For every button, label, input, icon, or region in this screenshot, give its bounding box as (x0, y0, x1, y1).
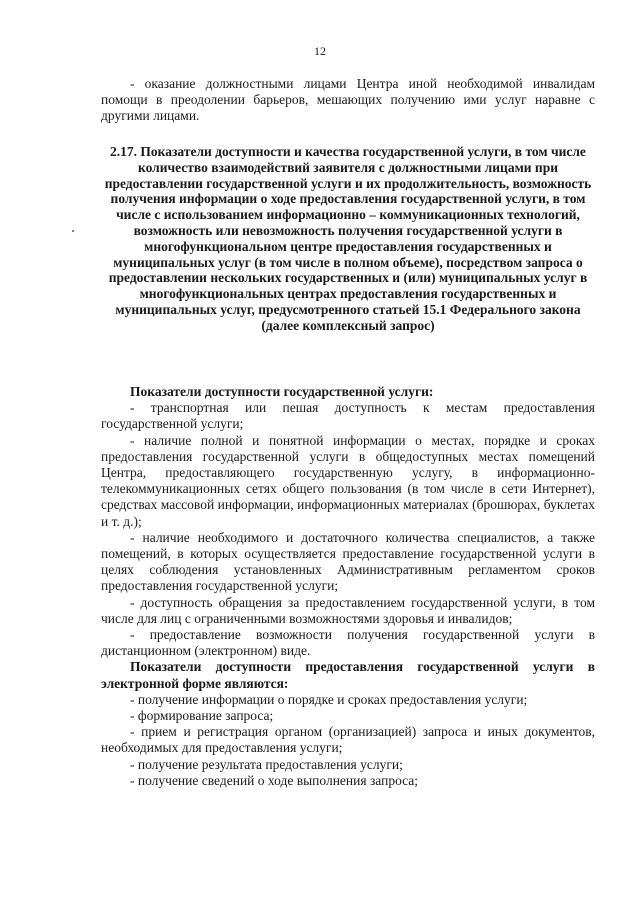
accessibility-item: - наличие необходимого и достаточного количества специалистов, а также помещений, в которых осуществляется предоставление государственной услуги в целях соблюдения установленных Административным регламентом сроков предоставления государственной услуги; (101, 529, 595, 594)
accessibility-item: - доступность обращения за предоставлением государственной услуги, в том числе для лиц с ограниченными возможностями здоровья и инвалидов; (101, 594, 595, 626)
scan-speck (72, 230, 74, 232)
page-number: 12 (314, 44, 326, 58)
accessibility-item: - транспортная или пешая доступность к местам предоставления государственной услуги; (101, 400, 595, 432)
electronic-item: - формирование запроса; (130, 708, 274, 724)
electronic-title: Показатели доступности предоставления государственной услуги в электронной форме являются: (101, 659, 595, 691)
section-heading: 2.17. Показатели доступности и качества государственной услуги, в том числе количество взаимодействий заявителя с должностными лицами при предоставлении государственной услуги и их продолжительность, возможность получения информации о ходе предоставления государственной услуги, в том числе с использованием информационно – коммуникационных технологий, возможность или невозможность получения государственной услуги в многофункциональном центре предоставления государственных и муниципальных услуг (в том числе в полном объеме), посредством запроса о предоставлении нескольких государственных и (или) муниципальных услуг в многофункциональных центрах предоставления государственных и муниципальных услуг, предусмотренного статьей 15.1 Федерального закона (далее комплексный запрос) (104, 144, 592, 333)
electronic-item: - получение сведений о ходе выполнения запроса; (130, 772, 419, 788)
intro-item: - оказание должностными лицами Центра иной необходимой инвалидам помощи в преодолении барьеров, мешающих получению ими услуг наравне с другими лицами. (101, 76, 595, 124)
accessibility-item: - наличие полной и понятной информации о местах, порядке и сроках предоставления государственной услуги в общедоступных местах помещений Центра, предоставляющего государственную услугу, в информационно-телекоммуникационных сетях общего пользования (в том числе в сети Интернет), средствах массовой информации, информационных материалах (брошюрах, буклетах и т. д.); (101, 432, 595, 529)
accessibility-item: - предоставление возможности получения государственной услуги в дистанционном (электронном) виде. (101, 627, 595, 659)
electronic-item: - получение результата предоставления услуги; (130, 756, 403, 772)
intro-block (101, 76, 595, 125)
accessibility-title: Показатели доступности государственной услуги: (130, 384, 434, 399)
electronic-item: - прием и регистрация органом (организацией) запроса и иных документов, необходимых для предоставления услуги; (101, 724, 595, 756)
electronic-item: - получение информации о порядке и сроках предоставления услуги; (130, 691, 528, 707)
indicators-block (101, 384, 595, 789)
